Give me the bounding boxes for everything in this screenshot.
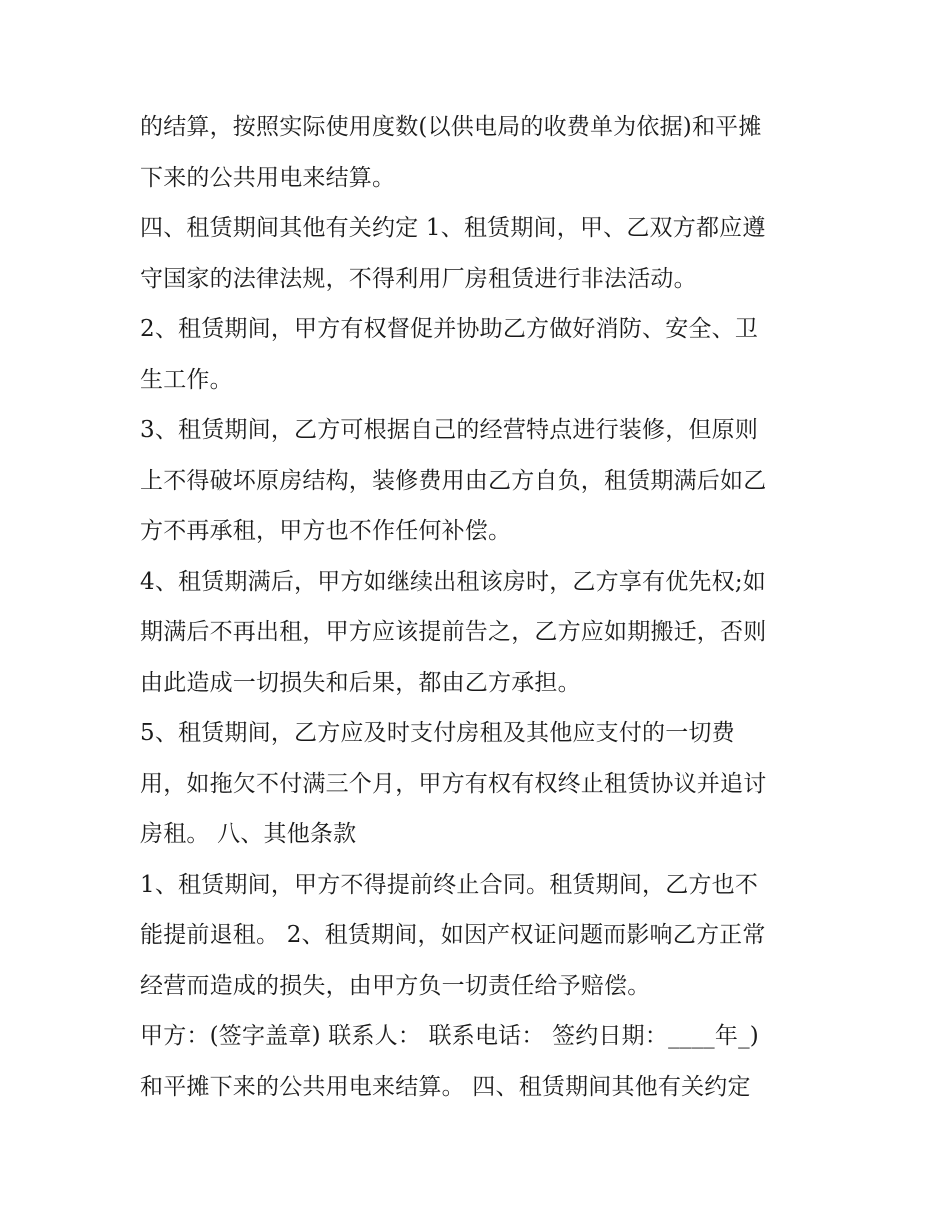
text-line: 和平摊下来的公共用电来结算。 四、租赁期间其他有关约定: [140, 1073, 751, 1100]
text-line: 由此造成一切损失和后果，都由乙方承担。: [140, 669, 581, 696]
text-line: 下来的公共用电来结算。: [140, 164, 396, 191]
text-line: 2、租赁期间，甲方有权督促并协助乙方做好消防、安全、卫: [140, 316, 759, 342]
text-line: 房租。 八、其他条款: [140, 821, 357, 847]
text-line: 方不再承租，甲方也不作任何补偿。: [140, 518, 512, 544]
text-line: 用，如拖欠不付满三个月，甲方有权有权终止租赁协议并追讨: [140, 770, 767, 797]
text-line: 经营而造成的损失，由甲方负一切责任给予赔偿。: [140, 972, 651, 999]
text-line: 四、租赁期间其他有关约定 1、租赁期间，甲、乙双方都应遵: [140, 215, 766, 241]
text-line: 期满后不再出租，甲方应该提前告之，乙方应如期搬迁，否则: [140, 619, 767, 645]
text-line: 3、租赁期间，乙方可根据自己的经营特点进行装修，但原则: [140, 417, 759, 443]
text-line: 守国家的法律法规，不得利用厂房租赁进行非法活动。: [140, 265, 697, 292]
text-line: 1、租赁期间，甲方不得提前终止合同。租赁期间，乙方也不: [140, 871, 759, 898]
text-line: 4、租赁期满后，甲方如继续出租该房时，乙方享有优先权;如: [140, 568, 766, 595]
text-line: 上不得破坏原房结构，装修费用由乙方自负，租赁期满后如乙: [140, 467, 767, 494]
text-line: 5、租赁期间，乙方应及时支付房租及其他应支付的一切费: [140, 720, 735, 746]
signature-line: 甲方：(签字盖章) 联系人： 联系电话： 签约日期：____年_): [140, 1023, 759, 1049]
text-line: 能提前退租。 2、租赁期间，如因产权证问题而影响乙方正常: [140, 922, 766, 948]
contract-text-block: [140, 102, 830, 1112]
text-line: 的结算，按照实际使用度数(以供电局的收费单为依据)和平摊: [140, 114, 762, 140]
text-line: 生工作。: [140, 366, 233, 393]
